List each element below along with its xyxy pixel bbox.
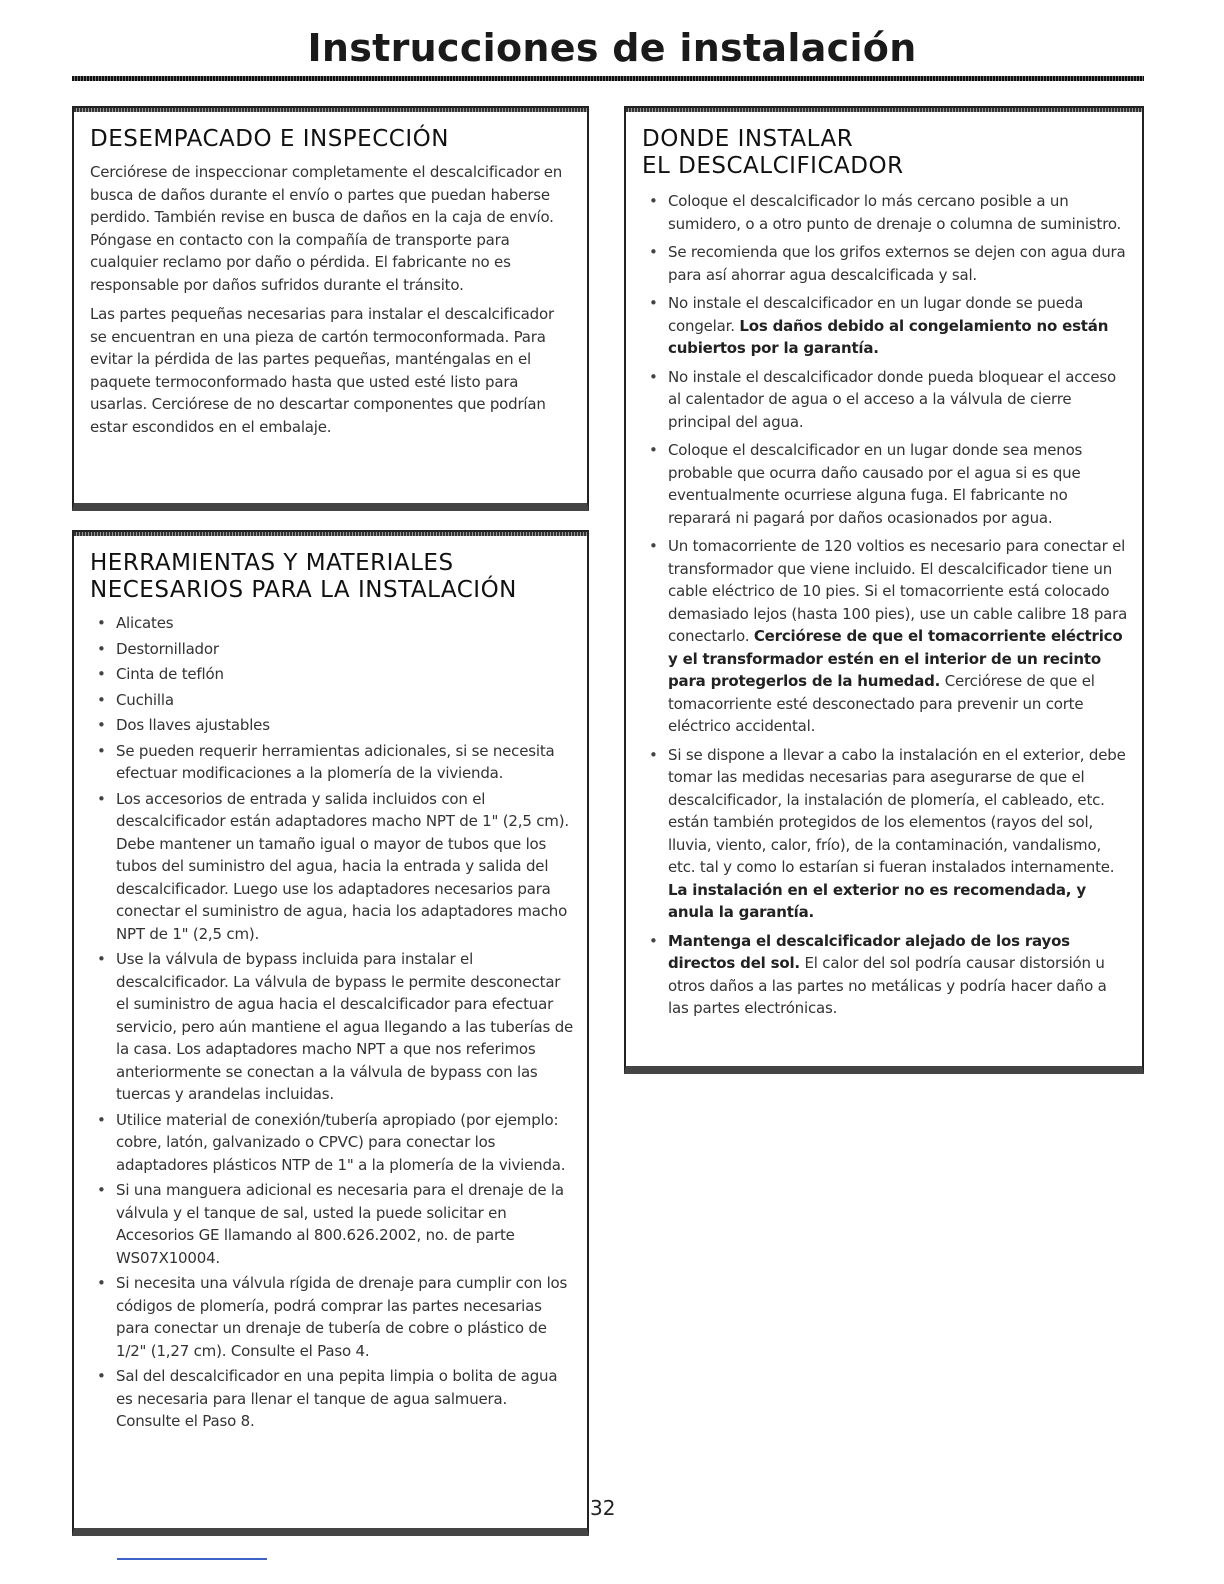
item-text: Cerciórese de que el tomacorriente esté desconectado para prevenir un corte eléctrico accidental.	[668, 672, 1095, 735]
tools-list	[90, 612, 575, 1433]
list-item: • No instale el descalcificador donde pueda bloquear el acceso al calentador de agua o el acceso a la válvula de cierre principal del agua.	[642, 366, 1130, 434]
where-list	[642, 190, 1130, 1020]
list-item: • Se pueden requerir herramientas adicionales, si se necesita efectuar modificaciones a la plomería de la vivienda.	[90, 740, 575, 785]
list-item: • Sal del descalcificador en una pepita limpia o bolita de agua es necesaria para llenar el tanque de agua salmuera. Consulte el Paso 8.	[90, 1365, 575, 1433]
list-item	[642, 744, 1130, 924]
item-bold-text: Mantenga el descalcificador alejado de los rayos directos del sol.	[668, 931, 1070, 972]
where-heading-line2: EL DESCALCIFICADOR	[642, 153, 904, 179]
unpacking-heading: DESEMPACADO E INSPECCIÓN	[90, 126, 449, 152]
footer-rule	[117, 1558, 267, 1560]
tools-heading	[90, 550, 575, 604]
list-item: • Si necesita una válvula rígida de drenaje para cumplir con los códigos de plomería, podrá comprar las partes necesarias para conectar un drenaje de tubería de cobre o plástico de 1/2" (1,27 cm). Consulte el Paso 4.	[90, 1272, 575, 1362]
page-number: 32	[590, 1496, 616, 1520]
tools-section	[72, 530, 589, 1536]
unpacking-paragraph: Las partes pequeñas necesarias para instalar el descalcificador se encuentran en una pieza de cartón termoconformada. Para evitar la pérdida de las partes pequeñas, manténgalas en el paquete termoconformado hasta que usted esté listo para usarlas. Cerciórese de no descartar componentes que podrían estar escondidos en el embalaje.	[90, 305, 554, 436]
item-bold-text: La instalación en el exterior no es recomendada, y anula la garantía.	[668, 880, 1086, 921]
list-item: • Coloque el descalcificador lo más cercano posible a un sumidero, o a otro punto de drenaje o columna de suministro.	[642, 190, 1130, 235]
list-item	[642, 292, 1130, 360]
list-item	[642, 535, 1130, 738]
list-item: • Destornillador	[90, 638, 575, 661]
where-heading	[642, 126, 1130, 180]
unpacking-section	[72, 106, 589, 511]
title-rule	[72, 76, 1144, 81]
list-item: • Si una manguera adicional es necesaria para el drenaje de la válvula y el tanque de sal, usted la puede solicitar en Accesorios GE llamando al 800.626.2002, no. de parte WS07X10004.	[90, 1179, 575, 1269]
list-item: • Coloque el descalcificador en un lugar donde sea menos probable que ocurra daño causado por el agua si es que eventualmente ocurriese alguna fuga. El fabricante no reparará ni pagará por daños ocasionados por agua.	[642, 439, 1130, 529]
item-text: El calor del sol podría causar distorsión u otros daños a las partes no metálicas y podría hacer daño a las partes electrónicas.	[668, 954, 1107, 1017]
list-item: • Dos llaves ajustables	[90, 714, 575, 737]
where-heading-line1: DONDE INSTALAR	[642, 126, 854, 152]
item-bold-text: Los daños debido al congelamiento no están cubiertos por la garantía.	[668, 316, 1109, 357]
where-section	[624, 106, 1144, 1074]
list-item: • Alicates	[90, 612, 575, 635]
item-text: Un tomacorriente de 120 voltios es necesario para conectar el transformador que viene incluido. El descalcificador tiene un cable eléctrico de 10 pies. Si el tomacorriente está colocado demasiado lejos (hasta 100 pies), use un cable calibre 18 para conectarlo.	[668, 537, 1128, 645]
item-bold-text: Cerciórese de que el tomacorriente eléctrico y el transformador estén en el interior de un recinto para protegerlos de la humedad.	[668, 627, 1123, 690]
tools-heading-line2: NECESARIOS PARA LA INSTALACIÓN	[90, 577, 517, 603]
list-item: • Se recomienda que los grifos externos se dejen con agua dura para así ahorrar agua descalcificada y sal.	[642, 241, 1130, 286]
unpacking-paragraph: Cerciórese de inspeccionar completamente el descalcificador en busca de daños durante el envío o partes que puedan haberse perdido. También revise en busca de daños en la caja de envío. Póngase en contacto con la compañía de transporte para cualquier reclamo por daño o pérdida. El fabricante no es responsable por daños sufridos durante el tránsito.	[90, 163, 563, 294]
tools-heading-line1: HERRAMIENTAS Y MATERIALES	[90, 550, 454, 576]
page-title: Instrucciones de instalación	[307, 26, 917, 70]
list-item: • Cuchilla	[90, 689, 575, 712]
list-item	[642, 930, 1130, 1020]
list-item: • Cinta de teflón	[90, 663, 575, 686]
list-item: • Los accesorios de entrada y salida incluidos con el descalcificador están adaptadores macho NPT de 1" (2,5 cm). Debe mantener un tamaño igual o mayor de tubos que los tubos del suministro del agua, hacia la entrada y salida del descalcificador. Luego use los adaptadores necesarios para conectar el suministro de agua, hacia los adaptadores macho NPT de 1" (2,5 cm).	[90, 788, 575, 946]
list-item: • Utilice material de conexión/tubería apropiado (por ejemplo: cobre, latón, galvanizado o CPVC) para conectar los adaptadores plásticos NTP de 1" a la plomería de la vivienda.	[90, 1109, 575, 1177]
list-item: • Use la válvula de bypass incluida para instalar el descalcificador. La válvula de bypass le permite desconectar el suministro de agua hacia el descalcificador para efectuar servicio, pero aún mantiene el agua llegando a las tuberías de la casa. Los adaptadores macho NPT a que nos referimos anteriormente se conectan a la válvula de bypass con las tuercas y arandelas incluidas.	[90, 948, 575, 1106]
item-text: Si se dispone a llevar a cabo la instalación en el exterior, debe tomar las medidas necesarias para asegurarse de que el descalcificador, la instalación de plomería, el cableado, etc. están también protegidos de los elementos (rayos del sol, lluvia, viento, calor, frío), de la contaminación, vandalismo, etc. tal y como lo estarían si fueran instalados internamente.	[668, 745, 1126, 876]
item-text: No instale el descalcificador en un lugar donde se pueda congelar.	[668, 294, 1084, 335]
